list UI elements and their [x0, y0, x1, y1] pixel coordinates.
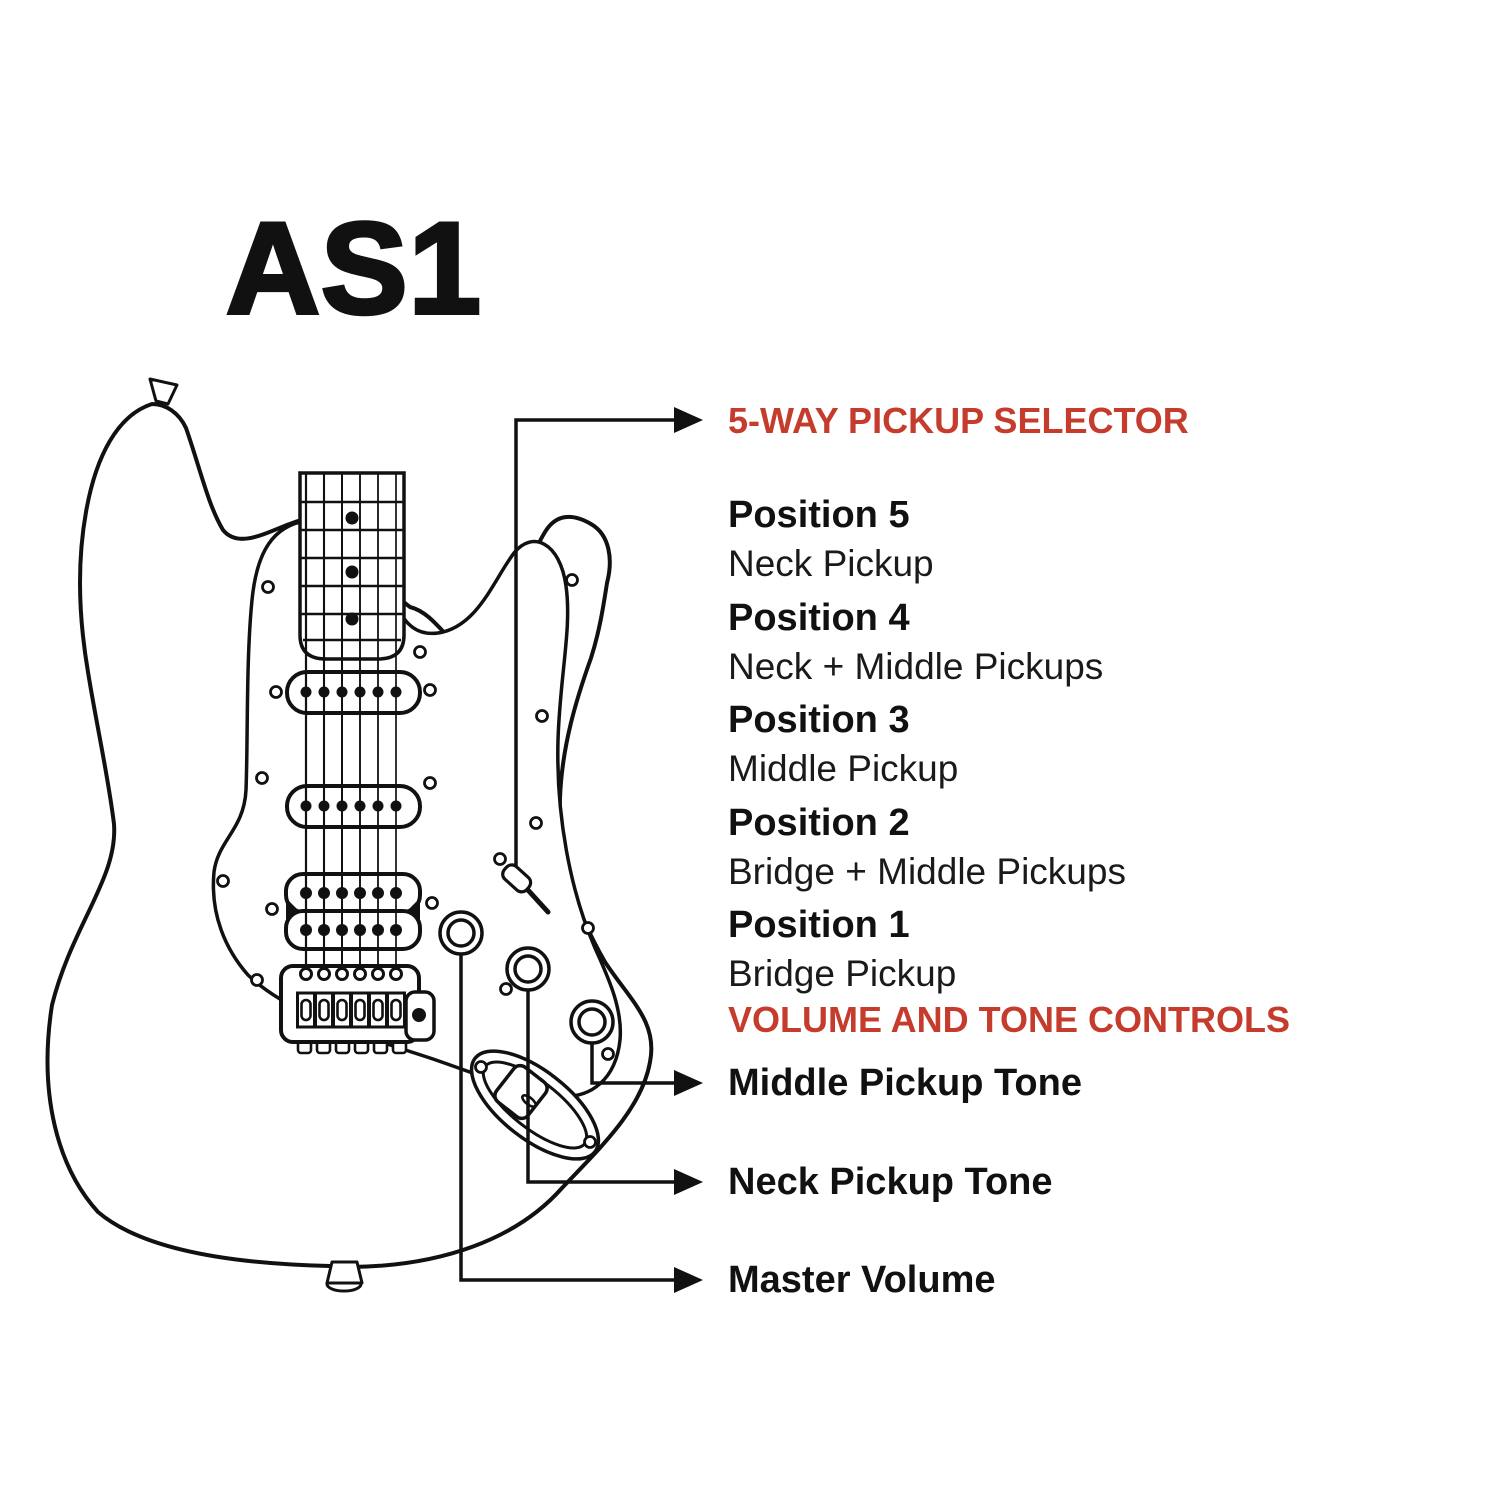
position-description: Bridge Pickup: [728, 952, 957, 994]
position-label: Position 4: [728, 597, 910, 639]
position-description: Neck + Middle Pickups: [728, 645, 1104, 687]
control-label-master-volume: Master Volume: [728, 1259, 996, 1301]
position-item: [728, 903, 956, 995]
arrow-icon: [674, 1267, 703, 1293]
neck-tone-knob: [507, 948, 549, 990]
arrow-icon: [674, 1070, 703, 1096]
position-label: Position 1: [728, 904, 910, 946]
position-item: [728, 493, 934, 585]
fretboard: [300, 473, 404, 659]
position-description: Bridge + Middle Pickups: [728, 850, 1126, 892]
strap-button-bottom-icon: [327, 1262, 362, 1291]
position-label: Position 2: [728, 802, 910, 844]
position-item: [728, 596, 1103, 688]
position-item: [728, 801, 1126, 893]
control-label-neck-pickup-tone: Neck Pickup Tone: [728, 1161, 1053, 1203]
master-volume-knob: [440, 912, 482, 954]
control-label-middle-pickup-tone: Middle Pickup Tone: [728, 1062, 1082, 1104]
strap-button-top-icon: [150, 379, 177, 404]
arrow-icon: [674, 407, 703, 433]
selector-heading: 5-WAY PICKUP SELECTOR: [728, 400, 1189, 441]
callout-arrowheads: [674, 407, 703, 1293]
middle-tone-knob: [571, 1001, 613, 1043]
position-label: Position 3: [728, 699, 910, 741]
position-item: [728, 698, 958, 790]
page-title: AS1: [226, 195, 482, 341]
arrow-icon: [674, 1169, 703, 1195]
controls-heading: VOLUME AND TONE CONTROLS: [728, 999, 1291, 1040]
position-description: Neck Pickup: [728, 542, 934, 584]
position-description: Middle Pickup: [728, 747, 959, 789]
position-label: Position 5: [728, 494, 910, 536]
